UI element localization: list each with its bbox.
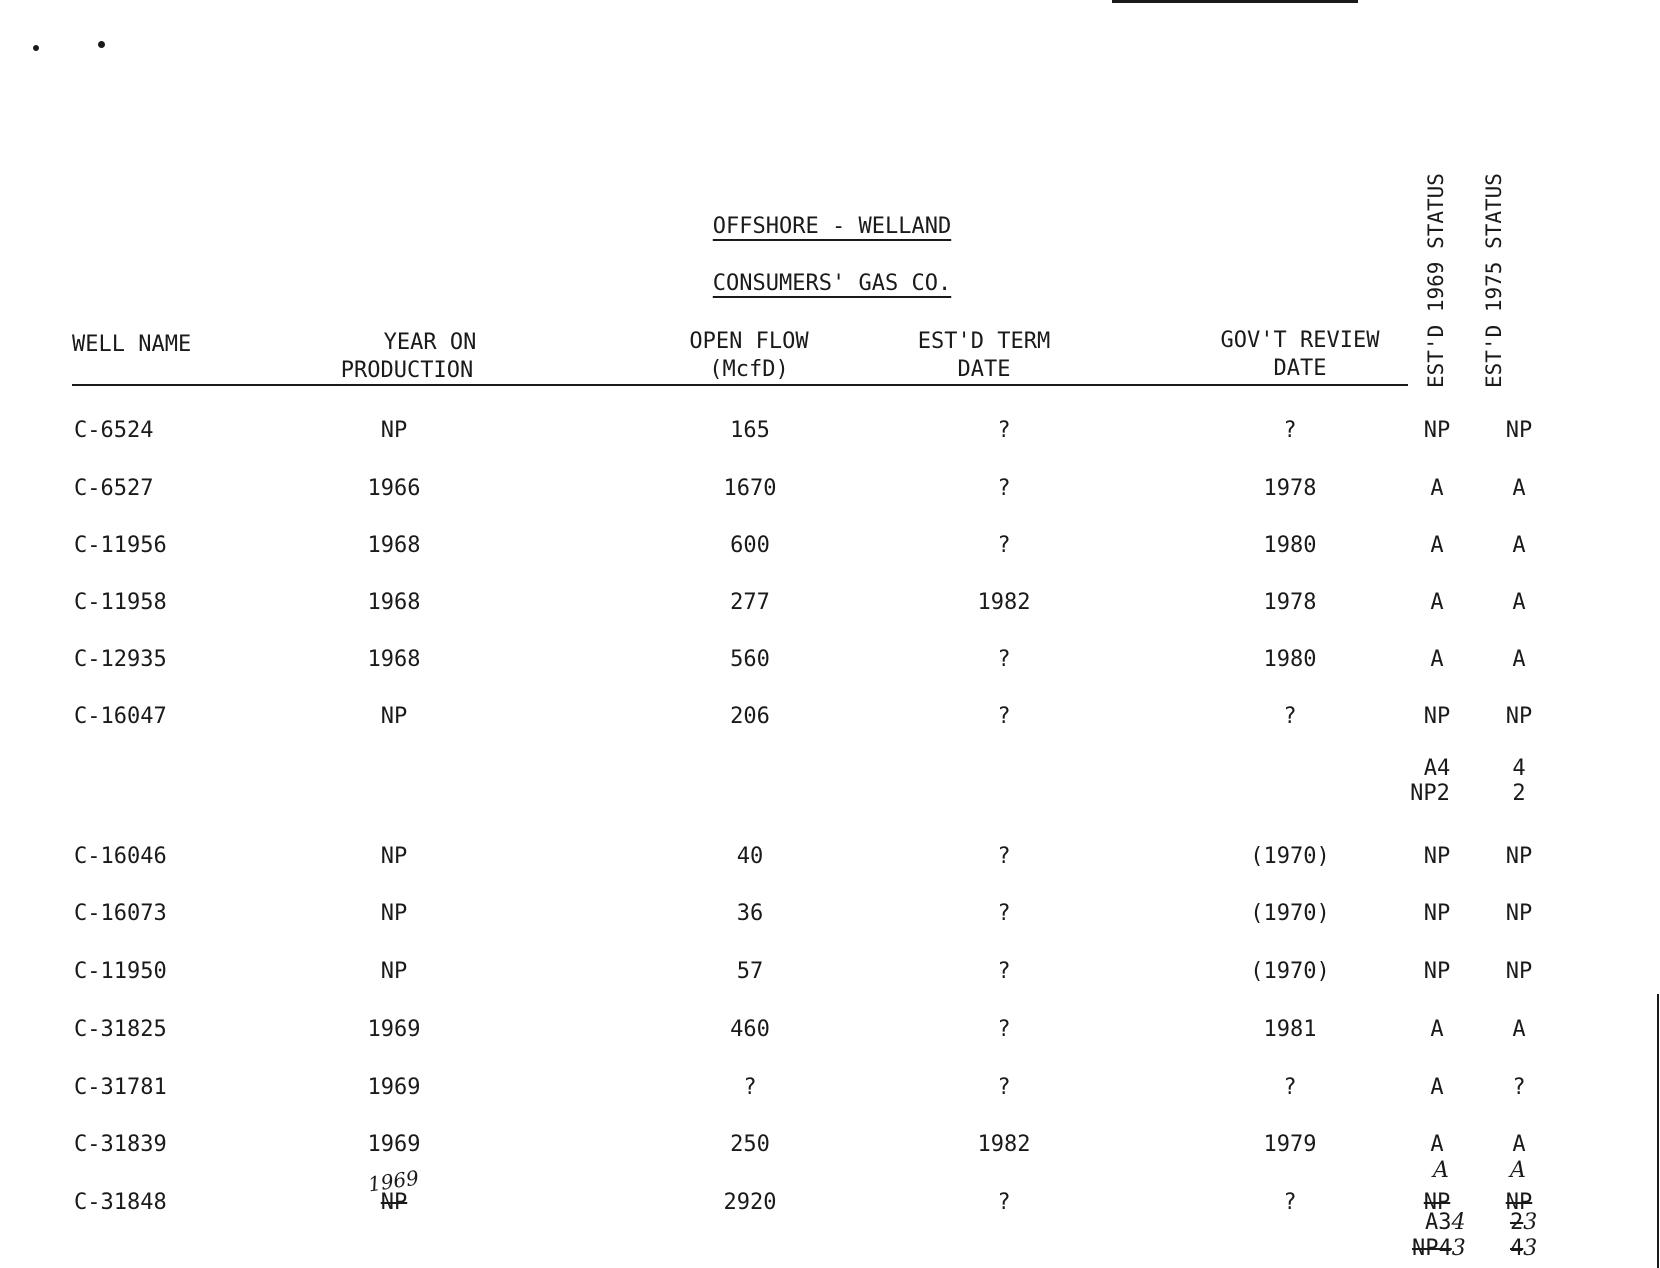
cell-year-on-production: NP	[380, 704, 408, 729]
header-year-line2: PRODUCTION	[340, 358, 474, 383]
header-year-line1: YEAR ON	[383, 330, 477, 355]
subtotal2-status1975-line2	[1510, 1236, 1537, 1262]
subtotal2-handwritten: 3	[1523, 1210, 1538, 1235]
cell-estd-term-date: 1982	[977, 1132, 1031, 1157]
cell-govt-review-date: (1970)	[1250, 844, 1330, 869]
top-edge-mark	[1112, 0, 1358, 3]
handwritten-status1975-correction: A	[1510, 1158, 1526, 1183]
subtotal2-handwritten: 4	[1451, 1210, 1466, 1235]
cell-open-flow: 206	[730, 704, 770, 729]
document-subtitle: CONSUMERS' GAS CO.	[712, 271, 952, 296]
cell-status-1969: A	[1430, 647, 1444, 672]
cell-well-name: C-11950	[74, 959, 167, 984]
handwritten-status1969-correction: A	[1433, 1158, 1449, 1183]
cell-govt-review-date: (1970)	[1250, 959, 1330, 984]
cell-govt-review-date: ?	[1283, 1190, 1297, 1215]
subtotal2-status1975-line1	[1510, 1210, 1537, 1236]
cell-status-1975: A	[1512, 1132, 1526, 1157]
header-review-line1: GOV'T REVIEW	[1220, 328, 1380, 353]
cell-open-flow: 460	[730, 1017, 770, 1042]
cell-govt-review-date: 1980	[1263, 647, 1317, 672]
cell-status-1969: NP	[1423, 418, 1451, 443]
cell-year-on-production: NP	[380, 844, 408, 869]
cell-open-flow: 57	[736, 959, 764, 984]
cell-status-1969: A	[1430, 590, 1444, 615]
cell-open-flow: 2920	[723, 1190, 777, 1215]
cell-status-1969: A	[1430, 476, 1444, 501]
cell-year-on-production: 1969	[367, 1017, 421, 1042]
cell-status-1969: NP	[1423, 1190, 1451, 1215]
cell-year-on-production: 1968	[367, 533, 421, 558]
cell-status-1969: NP	[1423, 901, 1451, 926]
header-term-line2: DATE	[957, 357, 1011, 382]
subtotal2-status1969-line2	[1412, 1236, 1466, 1262]
cell-year-on-production: NP	[380, 959, 408, 984]
cell-status-1975: NP	[1505, 844, 1533, 869]
cell-open-flow: 250	[730, 1132, 770, 1157]
cell-status-1969: A	[1430, 1017, 1444, 1042]
cell-year-on-production: 1969	[367, 1075, 421, 1100]
cell-status-1969: A	[1430, 533, 1444, 558]
cell-estd-term-date: ?	[997, 844, 1011, 869]
cell-govt-review-date: 1979	[1263, 1132, 1317, 1157]
cell-status-1969: A	[1430, 1132, 1444, 1157]
header-flow-line2: (McfD)	[709, 357, 789, 382]
cell-status-1975: ?	[1512, 1075, 1526, 1100]
cell-status-1969: NP	[1423, 704, 1451, 729]
cell-status-1975: NP	[1505, 418, 1533, 443]
scan-speck	[33, 45, 39, 51]
cell-status-1975: A	[1512, 590, 1526, 615]
cell-estd-term-date: ?	[997, 1190, 1011, 1215]
subtotal1-status1975-line2: 2	[1512, 781, 1526, 806]
cell-status-1975: NP	[1505, 1190, 1533, 1215]
cell-open-flow: 36	[736, 901, 764, 926]
cell-govt-review-date: ?	[1283, 418, 1297, 443]
cell-well-name: C-16047	[74, 704, 167, 729]
subtotal1-status1969-line1: A4	[1423, 756, 1451, 781]
cell-year-on-production: 1968	[367, 590, 421, 615]
subtotal2-typed: 4	[1510, 1236, 1524, 1261]
subtotal2-handwritten: 3	[1523, 1236, 1538, 1261]
scan-speck	[98, 41, 105, 48]
cell-well-name: C-16046	[74, 844, 167, 869]
cell-status-1969: NP	[1423, 959, 1451, 984]
subtotal2-handwritten: 3	[1451, 1236, 1466, 1261]
header-rule	[72, 384, 1408, 386]
cell-status-1975: A	[1512, 476, 1526, 501]
cell-status-1975: A	[1512, 533, 1526, 558]
cell-govt-review-date: 1981	[1263, 1017, 1317, 1042]
cell-open-flow: ?	[743, 1075, 757, 1100]
subtotal2-typed: A3	[1425, 1210, 1452, 1235]
cell-estd-term-date: ?	[997, 418, 1011, 443]
cell-estd-term-date: ?	[997, 704, 1011, 729]
cell-year-on-production: 1969	[367, 1132, 421, 1157]
cell-open-flow: 277	[730, 590, 770, 615]
cell-estd-term-date: ?	[997, 476, 1011, 501]
cell-estd-term-date: 1982	[977, 590, 1031, 615]
subtotal2-status1969-line1	[1425, 1210, 1466, 1236]
cell-status-1975: NP	[1505, 901, 1533, 926]
header-term-line1: EST'D TERM	[917, 329, 1051, 354]
cell-well-name: C-11956	[74, 533, 167, 558]
cell-estd-term-date: ?	[997, 959, 1011, 984]
cell-year-on-production: NP	[380, 1190, 408, 1215]
header-status-1975: EST'D 1975 STATUS	[1482, 173, 1506, 388]
cell-open-flow: 1670	[723, 476, 777, 501]
cell-open-flow: 560	[730, 647, 770, 672]
cell-year-on-production: 1966	[367, 476, 421, 501]
cell-status-1975: A	[1512, 1017, 1526, 1042]
handwritten-year-correction: 1969	[366, 1165, 421, 1197]
cell-govt-review-date: ?	[1283, 1075, 1297, 1100]
cell-status-1975: NP	[1505, 959, 1533, 984]
document-title: OFFSHORE - WELLAND	[712, 214, 952, 239]
cell-year-on-production: NP	[380, 418, 408, 443]
cell-status-1969: NP	[1423, 844, 1451, 869]
cell-estd-term-date: ?	[997, 901, 1011, 926]
cell-govt-review-date: 1978	[1263, 476, 1317, 501]
cell-well-name: C-31848	[74, 1190, 167, 1215]
cell-govt-review-date: (1970)	[1250, 901, 1330, 926]
cell-year-on-production: 1968	[367, 647, 421, 672]
cell-estd-term-date: ?	[997, 1017, 1011, 1042]
cell-status-1969: A	[1430, 1075, 1444, 1100]
cell-well-name: C-31781	[74, 1075, 167, 1100]
cell-well-name: C-6527	[74, 476, 154, 501]
cell-open-flow: 600	[730, 533, 770, 558]
right-edge-mark	[1657, 994, 1659, 1268]
cell-govt-review-date: 1978	[1263, 590, 1317, 615]
subtotal2-typed: 2	[1510, 1210, 1524, 1235]
cell-govt-review-date: ?	[1283, 704, 1297, 729]
header-well-name: WELL NAME	[72, 332, 192, 357]
cell-well-name: C-12935	[74, 647, 167, 672]
cell-well-name: C-11958	[74, 590, 167, 615]
cell-open-flow: 165	[730, 418, 770, 443]
cell-estd-term-date: ?	[997, 533, 1011, 558]
cell-open-flow: 40	[736, 844, 764, 869]
header-flow-line1: OPEN FLOW	[689, 329, 809, 354]
cell-well-name: C-16073	[74, 901, 167, 926]
subtotal1-status1969-line2: NP2	[1410, 781, 1450, 806]
subtotal2-typed: NP4	[1412, 1236, 1452, 1261]
cell-well-name: C-6524	[74, 418, 154, 443]
cell-status-1975: NP	[1505, 704, 1533, 729]
cell-year-on-production: NP	[380, 901, 408, 926]
cell-status-1975: A	[1512, 647, 1526, 672]
cell-estd-term-date: ?	[997, 1075, 1011, 1100]
subtotal1-status1975-line1: 4	[1512, 756, 1526, 781]
cell-govt-review-date: 1980	[1263, 533, 1317, 558]
header-status-1969: EST'D 1969 STATUS	[1424, 173, 1448, 388]
cell-well-name: C-31839	[74, 1132, 167, 1157]
header-review-line2: DATE	[1273, 356, 1327, 381]
cell-estd-term-date: ?	[997, 647, 1011, 672]
cell-well-name: C-31825	[74, 1017, 167, 1042]
